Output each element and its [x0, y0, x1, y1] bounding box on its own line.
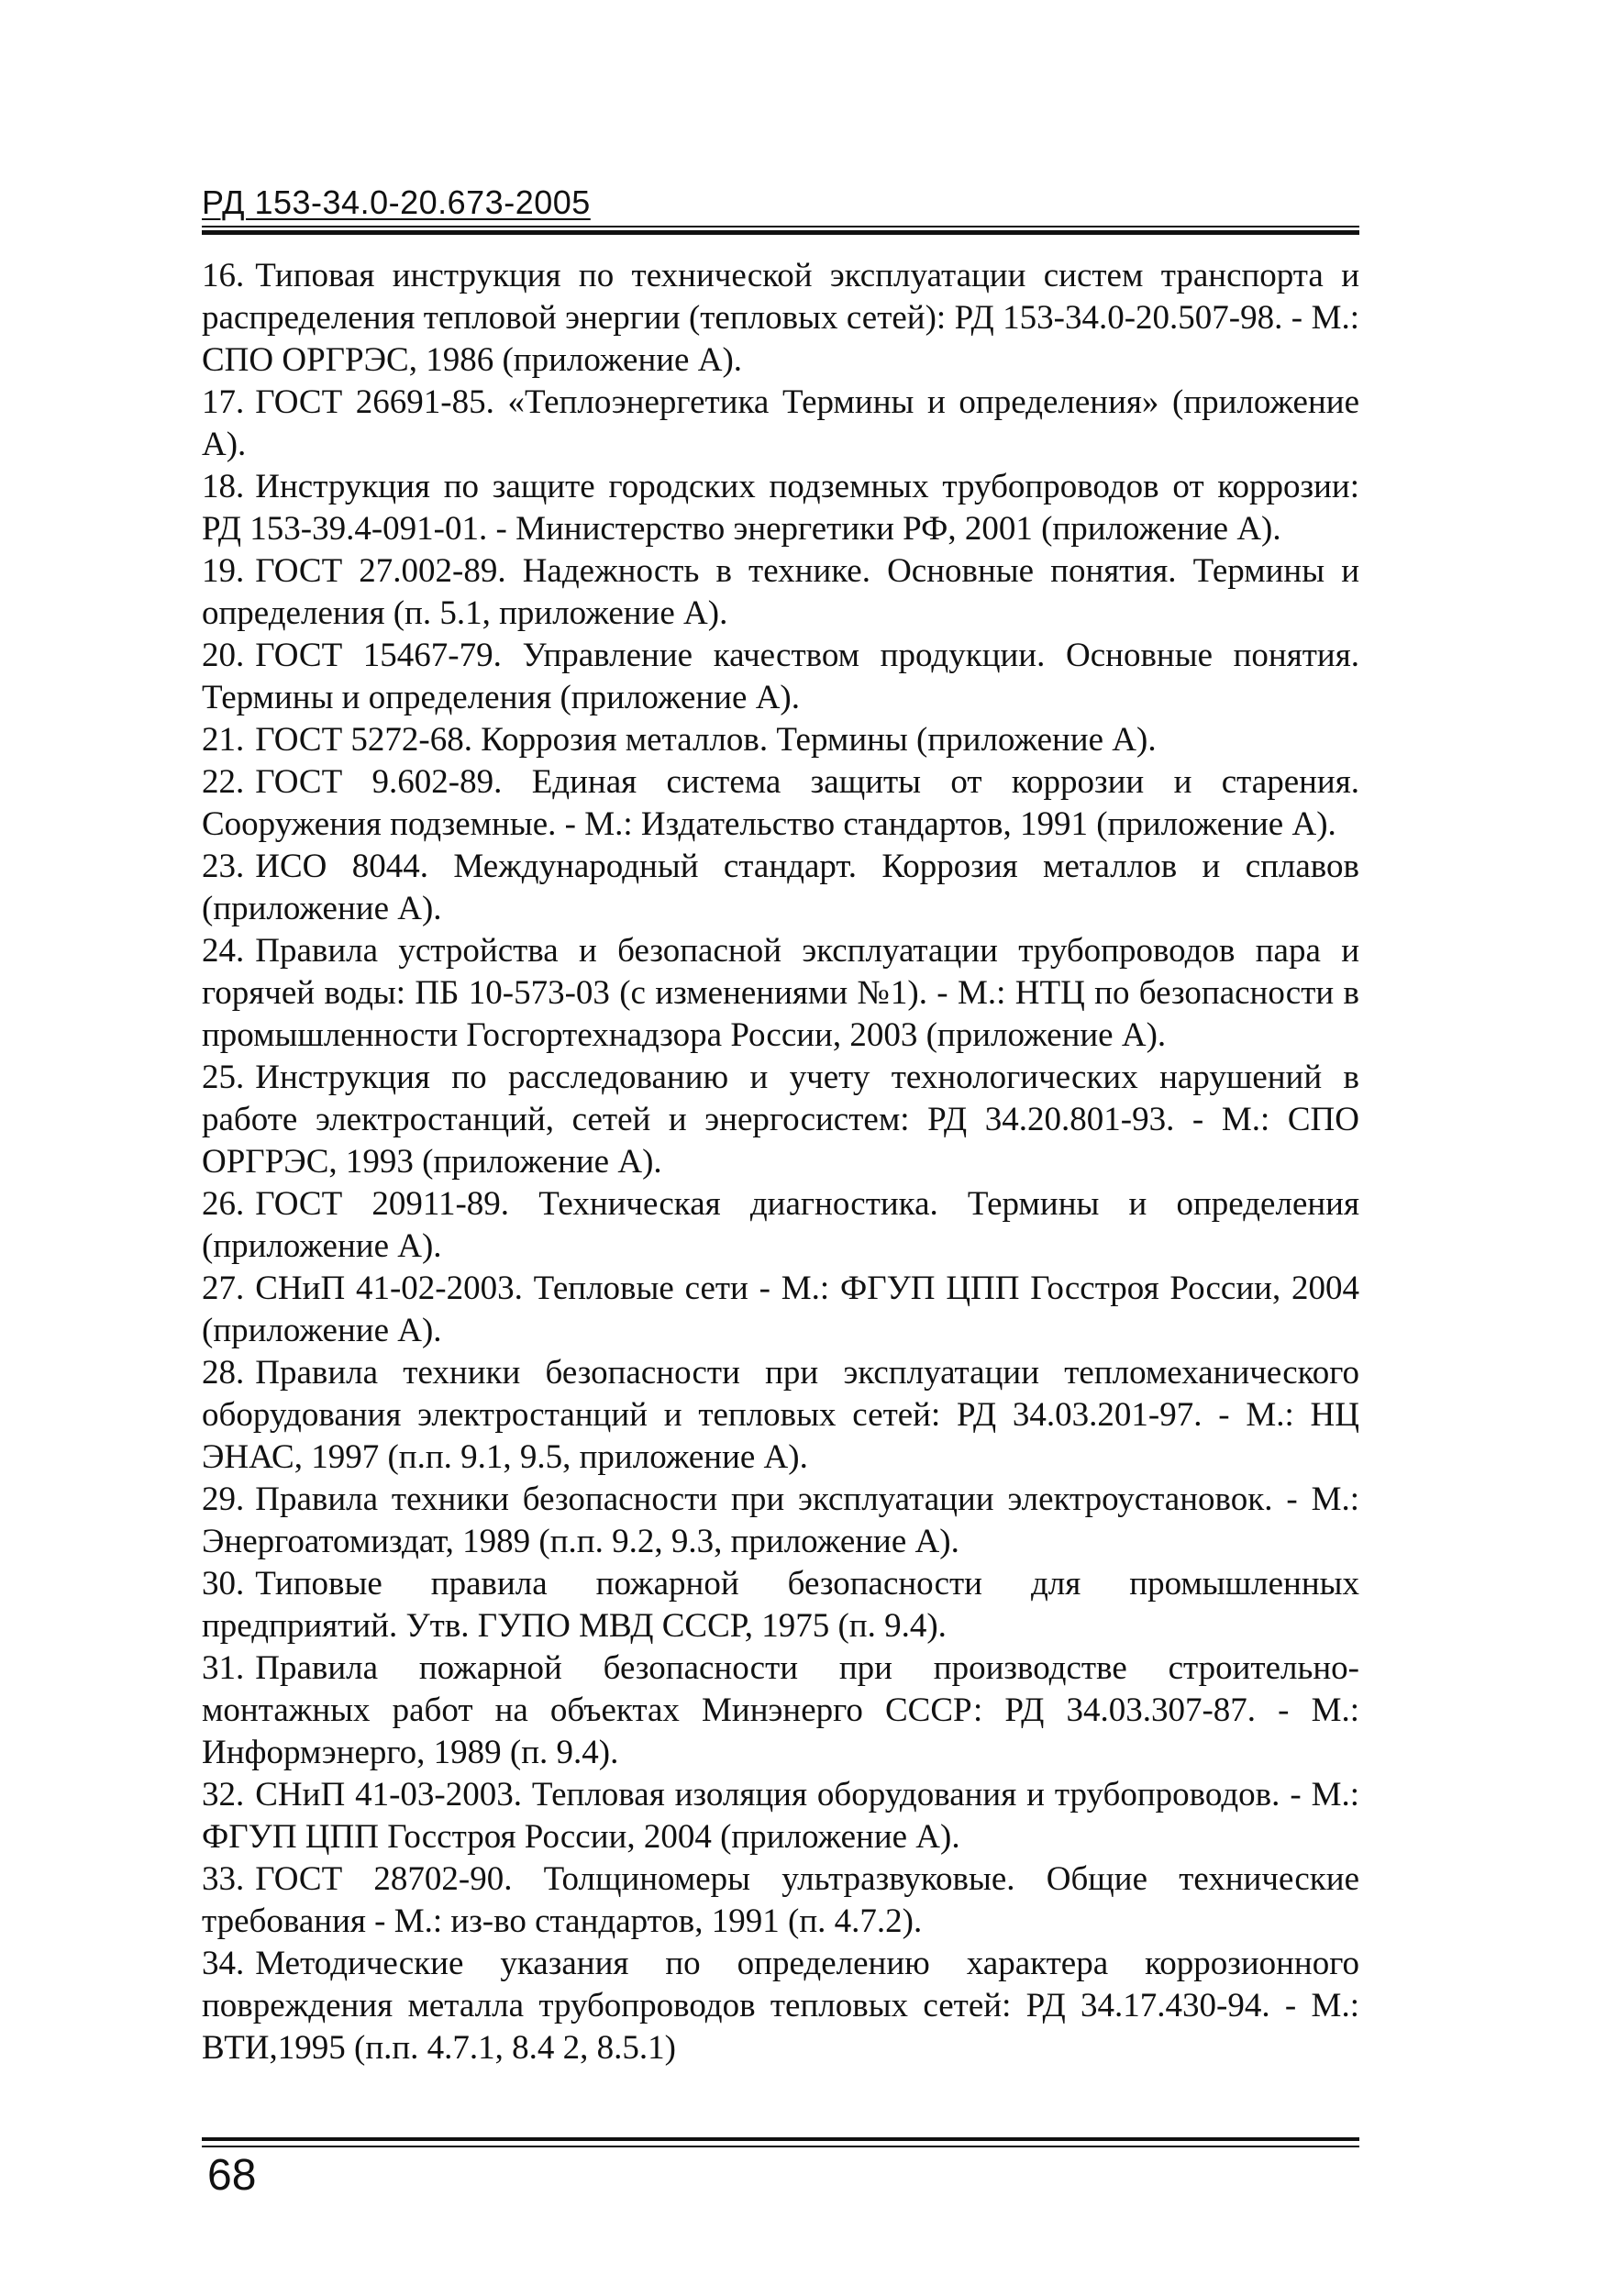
reference-number: 30. [202, 1565, 245, 1603]
page-number: 68 [207, 2151, 257, 2200]
reference-text: ГОСТ 27.002-89. Надежность в технике. Основные понятия. Термины и определения (п. 5.1, приложение А). [202, 552, 1359, 632]
reference-item-30 [202, 1563, 1359, 1647]
reference-item-24 [202, 930, 1359, 1057]
reference-text: Правила устройства и безопасной эксплуатации трубопроводов пара и горячей воды: ПБ 10-573-03 (с изменениями №1). - М.: НТЦ по безопасности в промышленности Госгортехнадзора России, 2003 (приложение А). [202, 932, 1359, 1054]
reference-text: ГОСТ 5272-68. Коррозия металлов. Термины (приложение А). [255, 721, 1157, 759]
header-rule [202, 226, 1359, 227]
footer-rule-thick [202, 2137, 1359, 2141]
reference-text: Методические указания по определению характера коррозионного повреждения металла трубопроводов тепловых сетей: РД 34.17.430-94. - М.: ВТИ,1995 (п.п. 4.7.1, 8.4 2, 8.5.1) [202, 1945, 1359, 2067]
reference-number: 16. [202, 257, 245, 294]
reference-item-20 [202, 635, 1359, 719]
reference-text: ИСО 8044. Международный стандарт. Коррозия металлов и сплавов (приложение А). [202, 848, 1359, 927]
reference-text: Инструкция по защите городских подземных трубопроводов от коррозии: РД 153-39.4-091-01. - Министерство энергетики РФ, 2001 (приложение А). [202, 468, 1359, 548]
reference-number: 24. [202, 932, 245, 970]
reference-item-33 [202, 1858, 1359, 1943]
reference-item-29 [202, 1479, 1359, 1563]
reference-item-28 [202, 1352, 1359, 1479]
header-rule-thick [202, 230, 1359, 235]
reference-number: 33. [202, 1860, 245, 1898]
reference-item-34 [202, 1943, 1359, 2069]
reference-text: ГОСТ 20911-89. Техническая диагностика. Термины и определения (приложение А). [202, 1185, 1359, 1265]
reference-text: Правила техники безопасности при эксплуатации электроустановок. - М.: Энергоатомиздат, 1989 (п.п. 9.2, 9.3, приложение А). [202, 1481, 1359, 1560]
reference-item-18 [202, 466, 1359, 550]
reference-text: Правила техники безопасности при эксплуатации тепломеханического оборудования электростанций и тепловых сетей: РД 34.03.201-97. - М.: НЦ ЭНАС, 1997 (п.п. 9.1, 9.5, приложение А). [202, 1354, 1359, 1476]
reference-number: 18. [202, 468, 245, 505]
reference-item-23 [202, 846, 1359, 930]
reference-item-21 [202, 719, 1359, 761]
reference-number: 17. [202, 383, 245, 421]
reference-number: 25. [202, 1059, 245, 1096]
reference-text: СНиП 41-03-2003. Тепловая изоляция оборудования и трубопроводов. - М.: ФГУП ЦПП Госстроя России, 2004 (приложение А). [202, 1776, 1359, 1856]
reference-text: Типовые правила пожарной безопасности для промышленных предприятий. Утв. ГУПО МВД СССР, 1975 (п. 9.4). [202, 1565, 1359, 1645]
reference-text: ГОСТ 9.602-89. Единая система защиты от коррозии и старения. Сооружения подземные. - М.: Издательство стандартов, 1991 (приложение А). [202, 763, 1359, 843]
reference-item-26 [202, 1183, 1359, 1268]
reference-number: 22. [202, 763, 245, 801]
reference-item-32 [202, 1774, 1359, 1858]
reference-text: ГОСТ 26691-85. «Теплоэнергетика Термины и определения» (приложение А). [202, 383, 1359, 463]
reference-number: 29. [202, 1481, 245, 1518]
reference-item-17 [202, 382, 1359, 466]
reference-list [202, 255, 1359, 2069]
reference-number: 32. [202, 1776, 245, 1814]
reference-item-19 [202, 550, 1359, 635]
reference-item-16 [202, 255, 1359, 382]
reference-item-22 [202, 761, 1359, 846]
document-header-id: РД 153-34.0-20.673-2005 [202, 183, 591, 221]
reference-number: 19. [202, 552, 245, 590]
reference-text: Правила пожарной безопасности при производстве строительно-монтажных работ на объектах Минэнерго СССР: РД 34.03.307-87. - М.: Информэнерго, 1989 (п. 9.4). [202, 1649, 1359, 1771]
reference-item-25 [202, 1057, 1359, 1183]
reference-number: 26. [202, 1185, 245, 1223]
reference-number: 21. [202, 721, 245, 759]
reference-text: ГОСТ 15467-79. Управление качеством продукции. Основные понятия. Термины и определения (приложение А). [202, 637, 1359, 716]
reference-text: Типовая инструкция по технической эксплуатации систем транспорта и распределения тепловой энергии (тепловых сетей): РД 153-34.0-20.507-98. - М.: СПО ОРГРЭС, 1986 (приложение А). [202, 257, 1359, 379]
reference-item-27 [202, 1268, 1359, 1352]
reference-number: 28. [202, 1354, 245, 1392]
reference-text: Инструкция по расследованию и учету технологических нарушений в работе электростанций, сетей и энергосистем: РД 34.20.801-93. - М.: СПО ОРГРЭС, 1993 (приложение А). [202, 1059, 1359, 1181]
reference-number: 23. [202, 848, 245, 885]
reference-number: 31. [202, 1649, 245, 1687]
footer-rule [202, 2146, 1359, 2147]
reference-text: СНиП 41-02-2003. Тепловые сети - М.: ФГУП ЦПП Госстроя России, 2004 (приложение А). [202, 1270, 1359, 1349]
reference-number: 20. [202, 637, 245, 674]
reference-number: 34. [202, 1945, 245, 1982]
reference-item-31 [202, 1647, 1359, 1774]
reference-text: ГОСТ 28702-90. Толщиномеры ультразвуковые. Общие технические требования - М.: из-во стандартов, 1991 (п. 4.7.2). [202, 1860, 1359, 1940]
reference-number: 27. [202, 1270, 245, 1307]
